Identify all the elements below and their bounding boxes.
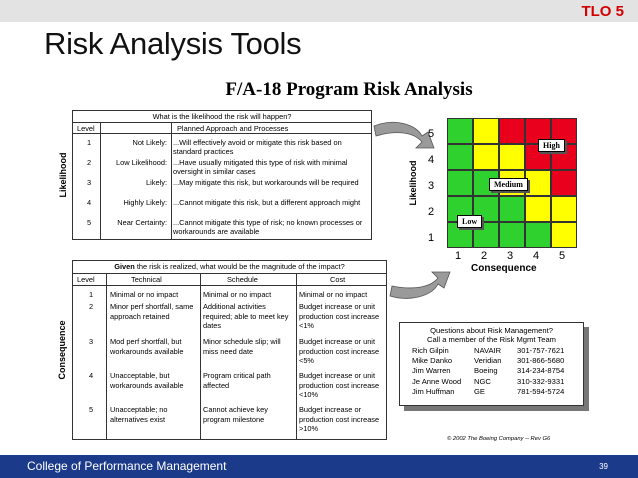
matrix-cell <box>473 118 499 144</box>
contact-name: Jim Warren <box>412 366 451 376</box>
contact-phone: 301-757-7621 <box>517 346 565 355</box>
consequence-level: 5 <box>88 405 94 414</box>
consequence-level: 4 <box>88 371 94 380</box>
zone-label-high: High <box>538 139 565 152</box>
zone-label-medium: Medium <box>489 178 528 191</box>
consequence-side-label: Consequence <box>57 320 67 380</box>
consequence-divider <box>200 274 201 439</box>
contact-row <box>412 346 582 356</box>
consequence-schedule: Program critical path affected <box>203 371 271 390</box>
x-tick-label: 3 <box>507 250 514 262</box>
y-tick-label: 5 <box>428 128 435 140</box>
consequence-col-schedule: Schedule <box>227 275 258 284</box>
likelihood-description: ...Have usually mitigated this type of risk with minimal oversight in similar cases <box>173 158 348 176</box>
consequence-cost: Budget increase or unit production cost increase <1% <box>299 302 380 331</box>
consequence-level: 3 <box>88 337 94 346</box>
contact-phone: 301-866-5680 <box>517 356 565 366</box>
tlo-badge: TLO 5 <box>581 3 624 20</box>
questions-subheading: Call a member of the Risk Mgmt Team <box>427 335 556 344</box>
matrix-cell <box>551 170 577 196</box>
matrix-cell <box>499 118 525 144</box>
likelihood-divider <box>171 123 172 239</box>
matrix-cell <box>473 144 499 170</box>
contact-org: Veridian <box>474 356 502 366</box>
contact-name: Je Anne Wood <box>412 376 462 386</box>
consequence-technical: Minimal or no impact <box>110 290 179 299</box>
top-bar <box>0 0 638 22</box>
likelihood-table <box>72 110 372 240</box>
contact-phone: 310-332-9331 <box>517 376 565 386</box>
contact-name: Jim Huffman <box>412 386 455 396</box>
footer-org-name: College of Performance Management <box>27 459 227 473</box>
contact-row <box>412 356 582 366</box>
likelihood-description: ...Cannot mitigate this type of risk; no known processes or workarounds are available <box>173 218 363 236</box>
matrix-cell <box>551 222 577 248</box>
contact-org: Boeing <box>474 366 498 376</box>
consequence-divider <box>106 274 107 439</box>
contact-org: GE <box>474 386 485 396</box>
x-tick-label: 5 <box>559 250 566 262</box>
contact-phone: 314-234-8754 <box>517 366 565 376</box>
consequence-col-technical: Technical <box>131 275 162 284</box>
contact-row <box>412 366 582 376</box>
consequence-technical: Unacceptable, but workarounds available <box>110 371 184 390</box>
matrix-cell <box>499 222 525 248</box>
copyright-notice: © 2002 The Boeing Company -- Rev G6 <box>447 436 551 442</box>
y-tick-label: 2 <box>428 206 435 218</box>
consequence-question-given: Given <box>114 262 135 271</box>
likelihood-question: What is the likelihood the risk will happen? <box>73 111 371 123</box>
consequence-col-cost: Cost <box>330 275 346 284</box>
contact-phone: 781-594-5724 <box>517 386 565 396</box>
likelihood-label: Likely: <box>146 178 167 187</box>
likelihood-col-approach: Planned Approach and Processes <box>177 124 289 133</box>
matrix-cell <box>525 222 551 248</box>
consequence-technical: Unacceptable; no alternatives exist <box>110 405 168 424</box>
likelihood-level: 5 <box>86 218 92 227</box>
questions-heading: Questions about Risk Management? <box>430 326 553 335</box>
contact-name: Rich Gilpin <box>412 346 449 355</box>
matrix-cell <box>447 170 473 196</box>
consequence-technical: Mod perf shortfall, but workarounds available <box>110 337 184 356</box>
consequence-table <box>72 260 387 440</box>
likelihood-level: 2 <box>86 158 92 167</box>
likelihood-label: Not Likely: <box>132 138 167 147</box>
x-tick-label: 4 <box>533 250 540 262</box>
likelihood-description: ...Cannot mitigate this risk, but a different approach might <box>173 198 361 207</box>
matrix-cell <box>525 170 551 196</box>
likelihood-description: ...Will effectively avoid or mitigate this risk based on standard practices <box>173 138 342 156</box>
consequence-schedule: Minor schedule slip; will miss need date <box>203 337 281 356</box>
consequence-column-headers <box>73 274 386 286</box>
page-number: 39 <box>599 462 608 471</box>
matrix-cell <box>499 144 525 170</box>
consequence-cost: Budget increase or production cost increase >10% <box>299 405 380 434</box>
matrix-cell <box>525 196 551 222</box>
matrix-cell <box>447 118 473 144</box>
curved-arrow-icon <box>388 268 454 304</box>
slide-title: Risk Analysis Tools <box>44 26 302 61</box>
y-tick-label: 3 <box>428 180 435 192</box>
footer-bar <box>0 455 638 478</box>
likelihood-col-level: Level <box>77 124 95 133</box>
x-tick-label: 1 <box>455 250 462 262</box>
questions-box <box>399 322 584 406</box>
likelihood-column-headers <box>73 123 371 134</box>
consequence-question-rest: the risk is realized, what would be the magnitude of the impact? <box>134 262 345 271</box>
matrix-cell <box>499 196 525 222</box>
x-tick-label: 2 <box>481 250 488 262</box>
matrix-y-label: Likelihood <box>408 160 418 206</box>
consequence-cost: Minimal or no impact <box>299 290 368 299</box>
matrix-cell <box>447 144 473 170</box>
consequence-question <box>73 261 386 274</box>
zone-label-low: Low <box>457 215 482 228</box>
y-tick-label: 4 <box>428 154 435 166</box>
chart-subtitle: F/A-18 Program Risk Analysis <box>225 79 473 100</box>
consequence-schedule: Minimal or no impact <box>203 290 272 299</box>
matrix-cell <box>551 196 577 222</box>
likelihood-level: 4 <box>86 198 92 207</box>
consequence-schedule: Additional activities required; able to meet key dates <box>203 302 289 331</box>
likelihood-label: Near Certainty: <box>117 218 167 227</box>
consequence-cost: Budget increase or unit production cost increase <5% <box>299 337 380 366</box>
contact-row <box>412 387 582 397</box>
contact-name: Mike Danko <box>412 356 453 366</box>
likelihood-description: ...May mitigate this risk, but workarounds will be required <box>173 178 359 187</box>
contact-row <box>412 377 582 387</box>
consequence-level: 2 <box>88 302 94 311</box>
consequence-schedule: Cannot achieve key program milestone <box>203 405 268 424</box>
matrix-x-label: Consequence <box>471 263 537 274</box>
likelihood-label: Highly Likely: <box>123 198 167 207</box>
likelihood-level: 3 <box>86 178 92 187</box>
consequence-cost: Budget increase or unit production cost increase <10% <box>299 371 380 400</box>
consequence-col-level: Level <box>77 275 95 284</box>
contact-org: NAVAIR <box>474 346 502 355</box>
consequence-divider <box>296 274 297 439</box>
y-tick-label: 1 <box>428 232 435 244</box>
likelihood-level: 1 <box>86 138 92 147</box>
consequence-technical: Minor perf shortfall, same approach retained <box>110 302 194 321</box>
likelihood-side-label: Likelihood <box>58 152 68 198</box>
likelihood-label: Low Likelihood: <box>116 158 167 167</box>
consequence-level: 1 <box>88 290 94 299</box>
contact-org: NGC <box>474 376 491 386</box>
